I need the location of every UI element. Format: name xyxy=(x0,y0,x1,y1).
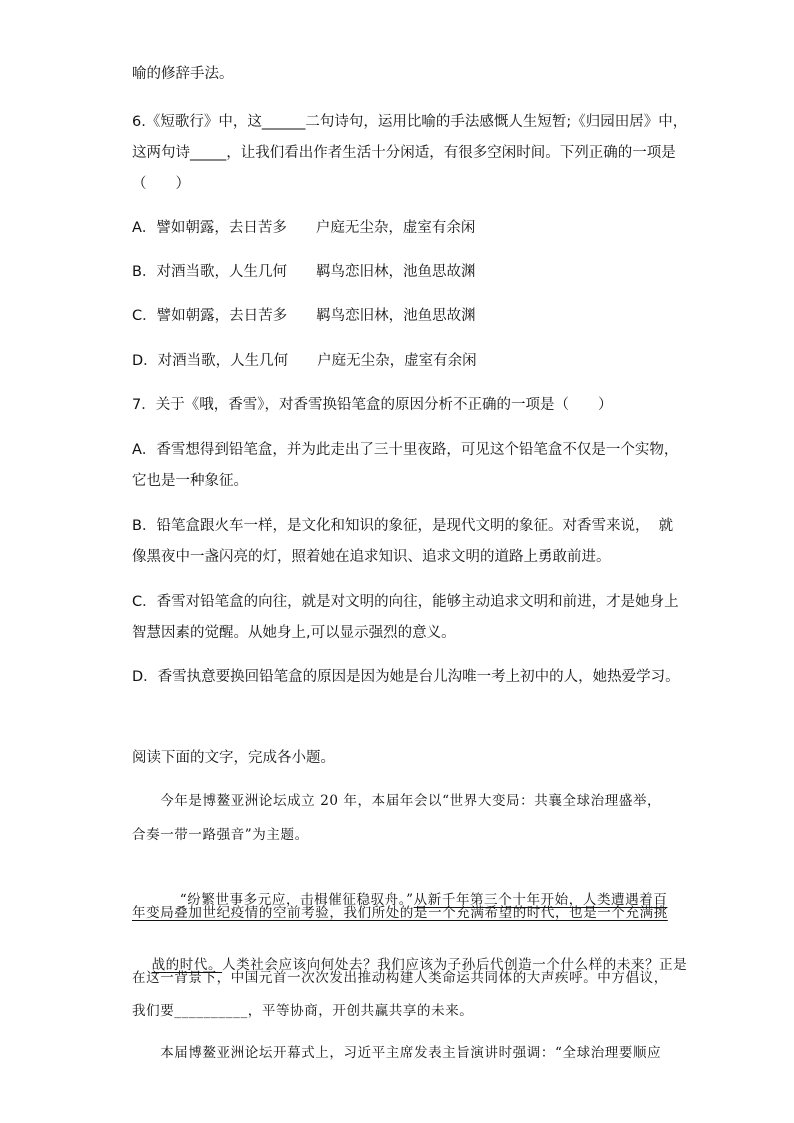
q7-option-b-line2: 像黑夜中一盏闪亮的灯，照着她在追求知识、追求文明的道路上勇敢前进。 xyxy=(132,549,611,565)
passage-underlined-text-end: 战的时代。 xyxy=(151,957,223,973)
q6-option-a: A．譬如朝露，去日苦多 户庭无尘杂，虚室有余闲 xyxy=(132,220,476,236)
q7-option-c-line2: 智慧因素的觉醒。从她身上,可以显示强烈的意义。 xyxy=(132,625,456,641)
reading-instruction: 阅读下面的文字，完成各小题。 xyxy=(132,750,335,766)
passage-p2-line5: 我们要__________，平等协商，开创共赢共享的未来。 xyxy=(132,1003,474,1019)
passage-p1-line2: 合奏一带一路强音”为主题。 xyxy=(132,827,309,843)
passage-text: 人类社会应该向何处去？我们应该为子孙后代创造一个什么样的未来？正是 xyxy=(222,957,688,973)
passage-quote: “纷繁世事多元应，击楫催征稳驭舟。” xyxy=(151,892,414,908)
q6-answer-paren: （ ） xyxy=(132,176,190,192)
q7-option-d: D．香雪执意要换回铅笔盒的原因是因为她是台儿沟唯一考上初中的人，她热爱学习。 xyxy=(132,669,680,685)
passage-p3-line1: 本届博鳌亚洲论坛开幕式上，习近平主席发表主旨演讲时强调：“全球治理要顺应 xyxy=(132,1045,662,1061)
passage-p2-line4: 在这一背景下，中国元首一次次发出推动构建人类命运共同体的大声疾呼。中方倡议， xyxy=(132,970,668,986)
q6-option-b: B．对酒当歌，人生几何 羁鸟恋旧林，池鱼思故渊 xyxy=(132,264,476,280)
passage-p2-line2: 年变局叠加世纪疫情的空前考验，我们所处的是一个充满希望的时代，也是一个充满挑 xyxy=(132,905,668,921)
q7-stem: 7．关于《哦，香雪》，对香雪换铅笔盒的原因分析不正确的一项是（ ） xyxy=(132,397,613,413)
q5-tail: 喻的修辞手法。 xyxy=(132,66,234,82)
q6-stem-line2: 这两句诗_____，让我们看出作者生活十分闲适，有很多空闲时间。下列正确的一项是 xyxy=(132,145,676,161)
q6-stem-line1: 6.《短歌行》中，这______二句诗句，运用比喻的手法感慨人生短暂;《归园田居》中， xyxy=(132,114,688,130)
q6-option-d: D．对酒当歌，人生几何 户庭无尘杂，虚室有余闲 xyxy=(132,353,477,369)
q7-option-a-line2: 它也是一种象征。 xyxy=(132,473,248,489)
q7-option-b-line1: B．铅笔盒跟火车一样，是文化和知识的象征，是现代文明的象征。对香雪来说， 就 xyxy=(132,518,674,534)
q7-option-c-line1: C．香雪对铅笔盒的向往，就是对文明的向往，能够主动追求文明和前进，才是她身上 xyxy=(132,594,679,610)
passage-p1-line1: 今年是博鳌亚洲论坛成立 20 年，本届年会以“世界大变局：共襄全球治理盛举， xyxy=(132,793,662,809)
passage-underlined-text: 从新千年第三个十年开始，人类遭遇着百 xyxy=(413,892,668,908)
q7-option-a-line1: A．香雪想得到铅笔盒，并为此走出了三十里夜路，可见这个铅笔盒不仅是一个实物， xyxy=(132,442,679,458)
q6-option-c: C．譬如朝露，去日苦多 羁鸟恋旧林，池鱼思故渊 xyxy=(132,308,476,324)
